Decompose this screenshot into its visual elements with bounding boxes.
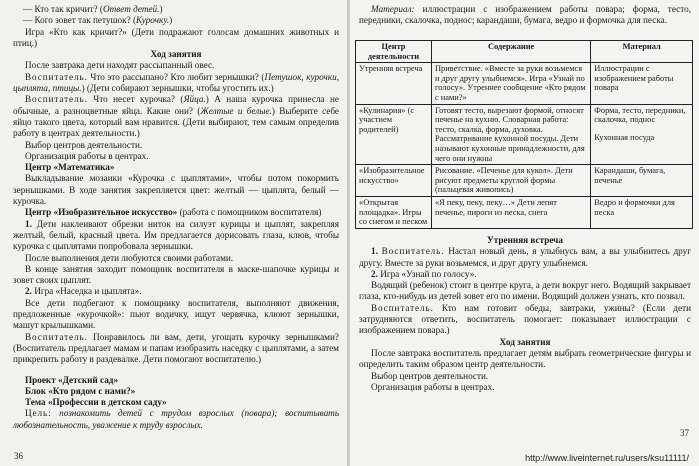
left-page-number: 36 <box>14 451 23 461</box>
table-cell: Ведро и формочки для песка <box>591 196 693 228</box>
left_page-paragraph: Воспитатель. Что это рассыпано? Кто любит зернышки? (Петушок, курочки, цыплята, птицы.) (Дети собирают зернышки, чтобы угостить их.) <box>13 71 339 94</box>
left_page-paragraph: Тема «Профессии в детском саду» <box>25 397 167 408</box>
table-cell: Готовят тесто, вырезают формой, относят печенье на кухню. Словарная работа: тесто, скалка, форма, духовка. Рассматривание кухонной посуды. Дети называют кухонные принадлежности, для чего они нужны <box>431 104 590 165</box>
table-cell: «Изобразительное искусство» <box>356 165 432 197</box>
left_page-paragraph: Все дети подбегают к помощнику воспитателя, выполняют движения, предложенные «курочкой»: пьют водичку, ищут червячка, клюют зернышки, машут крылышками. <box>13 297 339 331</box>
right_page-paragraph: 1. Воспитатель. Настал новый день, я улыбнусь вам, а вы улыбнитесь друг другу. Вместе за руки возьмемся, и друг другу улыбнемся. <box>359 246 691 268</box>
table-cell: Приветствие. «Вместе за руки возьмемся и друг другу улыбнемся». Игра «Узнай по голосу». Утреннее сообщение «Кто рядом с нами?» <box>431 63 590 104</box>
table-header-cell: Центр деятельности <box>356 41 432 63</box>
table-cell: Карандаши, бумага, печенье <box>591 165 693 197</box>
right_page-paragraph: Водящий (ребенок) стоит в центре круга, а дети вокруг него. Водящий закрывает глаза, кто-нибудь из детей зовет его по имени. Водящий должен узнать, кто позвал. <box>359 280 691 302</box>
table-row <box>356 104 693 165</box>
table-cell: Иллюстрации с изображением работы повара <box>591 63 693 104</box>
left_page-paragraph: Игра «Кто как кричит?» (Дети подражают голосам домашних животных и птиц.) <box>13 26 339 48</box>
table-row <box>356 196 693 228</box>
left_page-paragraph: Центр «Математика» <box>25 162 115 173</box>
table-row <box>356 63 693 104</box>
table-cell: Рисование. «Печенье для кукол». Дети рисуют предметы круглой формы (пальцевая живопись) <box>431 165 590 197</box>
right_page-paragraph: После завтрака воспитатель предлагает детям выбрать геометрические фигуры и определить таким образом центр деятельности. <box>359 347 691 370</box>
table-cell: «Открытая площадка». Игры со снегом и песком <box>356 196 432 228</box>
left_page-paragraph: Организация работы в центрах. <box>25 150 149 161</box>
activity-table <box>355 40 693 229</box>
left_page-paragraph: Цель: познакомить детей с трудом взрослых (повара); воспитывать любознательность, уважение к труду взрослых. <box>13 408 339 430</box>
table-cell: «Я пеку, пеку, пеку…» Дети лепят печенье, пироги из песка, снега <box>431 196 590 228</box>
table-header-cell: Материал <box>591 41 693 63</box>
left_page-paragraph: Центр «Изобразительное искусство» (работа с помощником воспитателя) <box>25 207 322 218</box>
table-cell: Форма, тесто, передники, скалочка, поднос Кухонная посуда <box>591 104 693 165</box>
left_page-paragraph: Воспитатель. Что несет курочка? (Яйца.) А наша курочка принесла не обычные, а разноцветные яйца. Какие они? (Желтые и белые.) Выберите себе яйцо такого цвета, который вам нравится. (Дети выбирают, тем самым определив работу в центрах деятельности.) <box>13 94 339 139</box>
left-page <box>0 0 347 466</box>
right_page-paragraph: Выбор центров деятельности. <box>371 370 489 381</box>
left-page-text <box>13 4 339 431</box>
right_page-paragraph: Воспитатель. Кто нам готовит обеды, завтраки, ужины? (Если дети затрудняются ответить, воспитатель помогает: показывает иллюстрации с изображением повара.) <box>359 302 691 336</box>
right_page-paragraph: Организация работы в центрах. <box>371 381 495 392</box>
watermark-url: http://www.liveinternet.ru/users/ksu11111/ <box>525 453 689 463</box>
left_page-paragraph: Ход занятия <box>150 49 202 60</box>
left_page-paragraph: 2. Игра «Наседка и цыплята». <box>25 286 142 297</box>
right_page-paragraph: Ход занятия <box>499 336 551 347</box>
left_page-paragraph: После выполнения дети любуются своими работами. <box>25 252 234 263</box>
right-page-number: 37 <box>680 428 689 438</box>
left_page-paragraph: — Кто так кричит? (Ответ детей.) <box>23 4 163 14</box>
table-cell: «Кулинария» (с участием родителей) <box>356 104 432 165</box>
right_page-paragraph: 2. Игра «Узнай по голосу». <box>371 268 477 279</box>
materials-paragraph: Материал: иллюстрации с изображением работы повара; форма, тесто, передники, скалочка, поднос; карандаши, бумага, ведро и формочка для песка. <box>359 4 691 26</box>
left_page-paragraph: — Кого зовет так петушок? (Курочку.) <box>23 15 173 26</box>
left_page-paragraph: 1. Дети наклеивают обрезки ниток на силуэт курицы и цыплят, закрепляя желтый, белый, красный цвета. Им предлагается дорисовать глаза, клюв, чтобы курочка с цыплятами попробовала зернышки. <box>13 218 339 252</box>
left_page-paragraph: Проект «Детский сад» <box>25 374 119 385</box>
right_page-paragraph: Утренняя встреча <box>487 235 563 245</box>
table-header-cell: Содержание <box>431 41 590 63</box>
left_page-paragraph: Выкладывание мозаики «Курочка с цыплятами», чтобы потом покормить зернышками. В ходе занятия закрепляется цвет: желтый — цыплята, белый — курочка. <box>13 173 339 207</box>
left_page-paragraph <box>13 366 339 375</box>
left_page-paragraph: Выбор центров деятельности. <box>25 139 143 150</box>
right-page-intro <box>359 4 691 27</box>
left_page-paragraph: После завтрака дети находят рассыпанный овес. <box>25 60 215 71</box>
right-page <box>350 0 699 466</box>
left_page-paragraph: Воспитатель. Понравилось ли вам, дети, угощать курочку зернышками? (Воспитатель предлагает мамам и папам изобразить наседку с цыплятами, а затем прикрепить работу в раздевалке. Дети помогают воспитателю.) <box>13 331 339 365</box>
left_page-paragraph: В конце занятия заходит помощник воспитателя в маске-шапочке курицы и зовет своих цыплят. <box>13 263 339 286</box>
table-cell: Утренняя встреча <box>356 63 432 104</box>
right-page-text <box>359 235 691 393</box>
left_page-paragraph: Блок «Кто рядом с нами?» <box>25 385 136 396</box>
table-row <box>356 165 693 197</box>
